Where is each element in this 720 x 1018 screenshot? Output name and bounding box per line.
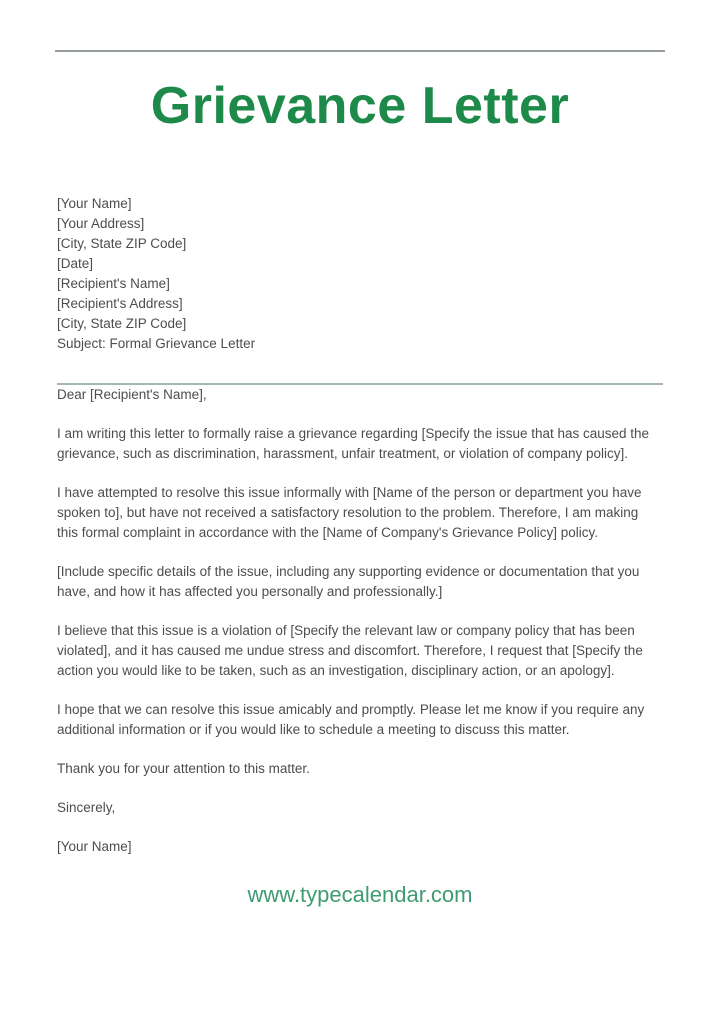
address-line-your-city: [City, State ZIP Code] (57, 236, 187, 251)
closing-line: Sincerely, (57, 800, 116, 815)
address-line-recipient-name: [Recipient's Name] (57, 276, 170, 291)
address-line-recipient-address: [Recipient's Address] (57, 296, 183, 311)
letter-body (0, 194, 720, 857)
paragraph-resolution-hope: I hope that we can resolve this issue amicably and promptly. Please let me know if you require any additional information or if you would like to schedule a meeting to discuss this matter. (57, 702, 645, 737)
address-line-recipient-city: [City, State ZIP Code] (57, 316, 187, 331)
salutation: Dear [Recipient's Name], (57, 387, 207, 402)
paragraph-violation-request: I believe that this issue is a violation of [Specify the relevant law or company policy that has been violated], and it has caused me undue stress and discomfort. Therefore, I request that [Specify the action you would like to be taken, such as an investigation, disciplinary action, or an apology]. (57, 623, 643, 678)
page-title: Grievance Letter (150, 77, 570, 135)
address-line-date: [Date] (57, 256, 94, 271)
footer-website-link[interactable]: www.typecalendar.com (247, 882, 473, 907)
top-divider-rule (55, 50, 665, 52)
address-line-your-address: [Your Address] (57, 216, 145, 231)
address-block (57, 194, 663, 334)
paragraph-grievance-intro: I am writing this letter to formally raise a grievance regarding [Specify the issue that has caused the grievance, such as discrimination, harassment, unfair treatment, or violation of company policy]. (57, 426, 650, 461)
signature-placeholder: [Your Name] (57, 839, 132, 854)
address-line-your-name: [Your Name] (57, 196, 132, 211)
paragraph-informal-resolution: I have attempted to resolve this issue informally with [Name of the person or department you have spoken to], but have not received a satisfactory resolution to the problem. Therefore, I am making this formal complaint in accordance with the [Name of Company's Grievance Policy] policy. (57, 485, 642, 540)
thanks-line: Thank you for your attention to this matter. (57, 761, 310, 776)
paragraph-specific-details: [Include specific details of the issue, including any supporting evidence or documentation that you have, and how it has affected you personally and professionally.] (57, 564, 640, 599)
subject-line: Subject: Formal Grievance Letter (57, 336, 256, 351)
